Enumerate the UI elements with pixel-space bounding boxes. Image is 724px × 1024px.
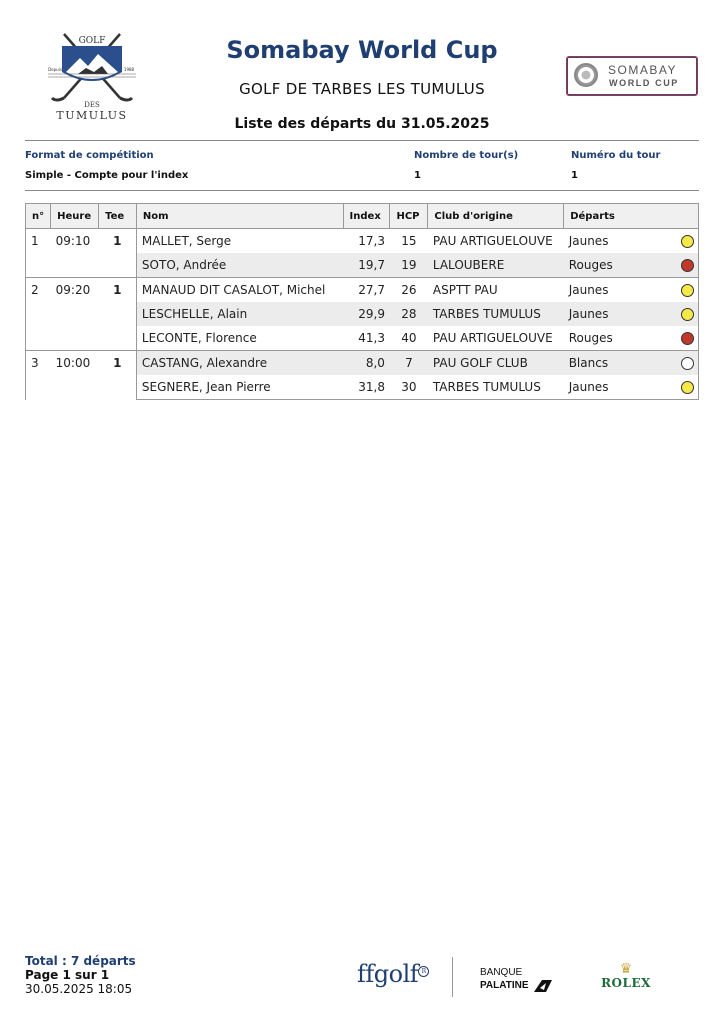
divider <box>25 140 699 141</box>
group-time: 09:10 <box>51 229 99 278</box>
format-label: Format de compétition <box>25 150 154 161</box>
player-club: PAU GOLF CLUB <box>428 351 564 376</box>
player-name: LECONTE, Florence <box>141 331 257 345</box>
banque-palatine-logo <box>480 968 554 994</box>
logo-text-depuis: Depuis <box>48 67 62 72</box>
club-name: GOLF DE TARBES LES TUMULUS <box>239 80 485 98</box>
player-index: 8,0 <box>343 351 390 376</box>
player-club: TARBES TUMULUS <box>428 375 564 400</box>
col-header-nom: Nom <box>136 204 343 229</box>
col-header-tee: Tee <box>99 204 137 229</box>
player-departure <box>564 278 699 303</box>
palatine-line1: BANQUE <box>480 967 523 978</box>
logo-text-tumulus: TUMULUS <box>56 109 128 122</box>
col-header-departs: Départs <box>564 204 699 229</box>
table-row <box>26 278 699 303</box>
palatine-line2: PALATINE <box>480 980 529 991</box>
col-header-club: Club d'origine <box>428 204 564 229</box>
player-hcp: 15 <box>390 229 428 254</box>
registered-icon: R <box>418 966 429 977</box>
group-time: 10:00 <box>51 351 99 400</box>
player-index: 31,8 <box>343 375 390 400</box>
table-row <box>26 229 699 254</box>
player-hcp: 28 <box>390 302 428 326</box>
group-tee: 1 <box>99 278 137 351</box>
round-number-value: 1 <box>571 170 578 181</box>
somabay-logo-line2: WORLD CUP <box>609 78 679 88</box>
departure-label: Rouges <box>568 258 613 272</box>
list-title: Liste des départs du 31.05.2025 <box>234 116 490 132</box>
table-row <box>26 351 699 376</box>
departure-label: Blancs <box>568 356 609 370</box>
tee-color-dot-icon <box>681 332 694 345</box>
rolex-logo-text: ROLEX <box>601 976 651 990</box>
player-name: MALLET, Serge <box>136 229 343 254</box>
player-name: LESCHELLE, Alain <box>136 302 343 326</box>
footer-divider <box>452 957 453 997</box>
player-club: TARBES TUMULUS <box>428 302 564 326</box>
player-departure <box>564 351 699 376</box>
player-departure <box>564 375 699 400</box>
group-tee: 1 <box>99 351 137 400</box>
tee-color-dot-icon <box>681 235 694 248</box>
player-index: 29,9 <box>343 302 390 326</box>
departure-label: Jaunes <box>568 234 609 248</box>
logo-text-year: 1988 <box>123 67 135 72</box>
player-name: CASTANG, Alexandre <box>136 351 343 376</box>
player-name: SEGNERE, Jean Pierre <box>136 375 343 400</box>
group-tee: 1 <box>99 229 137 278</box>
group-number: 1 <box>26 229 51 278</box>
table-header-row <box>26 204 699 229</box>
col-header-index: Index <box>343 204 390 229</box>
tee-color-dot-icon <box>681 357 694 370</box>
tee-color-dot-icon <box>681 259 694 272</box>
player-departure <box>564 229 699 254</box>
departure-label: Jaunes <box>568 283 609 297</box>
departure-label: Rouges <box>568 331 613 345</box>
tee-color-dot-icon <box>681 284 694 297</box>
round-number-label: Numéro du tour <box>571 150 661 161</box>
tumulus-logo <box>44 28 140 122</box>
player-index: 17,3 <box>343 229 390 254</box>
tee-color-dot-icon <box>681 308 694 321</box>
rolex-logo <box>598 962 654 990</box>
player-index: 19,7 <box>343 253 390 278</box>
print-timestamp: 30.05.2025 18:05 <box>25 982 133 996</box>
col-header-n: n° <box>26 204 51 229</box>
palatine-emblem-icon <box>532 978 554 994</box>
start-list-table <box>25 203 699 400</box>
player-club: LALOUBERE <box>428 253 564 278</box>
page-number: Page 1 sur 1 <box>25 968 110 982</box>
player-hcp: 7 <box>390 351 428 376</box>
player-club: ASPTT PAU <box>428 278 564 303</box>
somabay-logo <box>566 56 698 96</box>
somabay-emblem-icon <box>574 63 598 87</box>
player-hcp: 19 <box>390 253 428 278</box>
logo-text-des: DES <box>84 101 100 109</box>
player-departure <box>564 253 699 278</box>
player-club: PAU ARTIGUELOUVE <box>428 229 564 254</box>
tee-color-dot-icon <box>681 381 694 394</box>
col-header-hcp: HCP <box>390 204 428 229</box>
player-hcp: 26 <box>390 278 428 303</box>
player-departure <box>564 326 699 351</box>
departure-label: Jaunes <box>568 307 609 321</box>
logo-text-golf: GOLF <box>78 36 106 46</box>
departure-label: Jaunes <box>568 380 609 394</box>
crown-icon: ♛ <box>619 961 633 977</box>
player-hcp: 40 <box>401 331 417 345</box>
divider <box>25 190 699 191</box>
rounds-value: 1 <box>414 170 421 181</box>
player-name: SOTO, Andrée <box>136 253 343 278</box>
total-departures: Total : 7 départs <box>25 954 136 968</box>
page-title: Somabay World Cup <box>226 36 498 64</box>
col-header-heure: Heure <box>51 204 99 229</box>
ffgolf-logo-text: ffgolf <box>357 960 419 988</box>
somabay-logo-line1: SOMABAY <box>608 63 677 77</box>
format-value: Simple - Compte pour l'index <box>25 170 189 181</box>
player-departure <box>564 302 699 326</box>
player-club: PAU ARTIGUELOUVE <box>432 331 553 345</box>
player-hcp: 30 <box>390 375 428 400</box>
ffgolf-logo <box>357 960 429 988</box>
rounds-label: Nombre de tour(s) <box>414 150 519 161</box>
group-number: 3 <box>26 351 51 400</box>
group-number: 2 <box>26 278 51 351</box>
player-index: 27,7 <box>343 278 390 303</box>
group-time: 09:20 <box>51 278 99 351</box>
player-index: 41,3 <box>358 331 385 345</box>
player-name: MANAUD DIT CASALOT, Michel <box>136 278 343 303</box>
